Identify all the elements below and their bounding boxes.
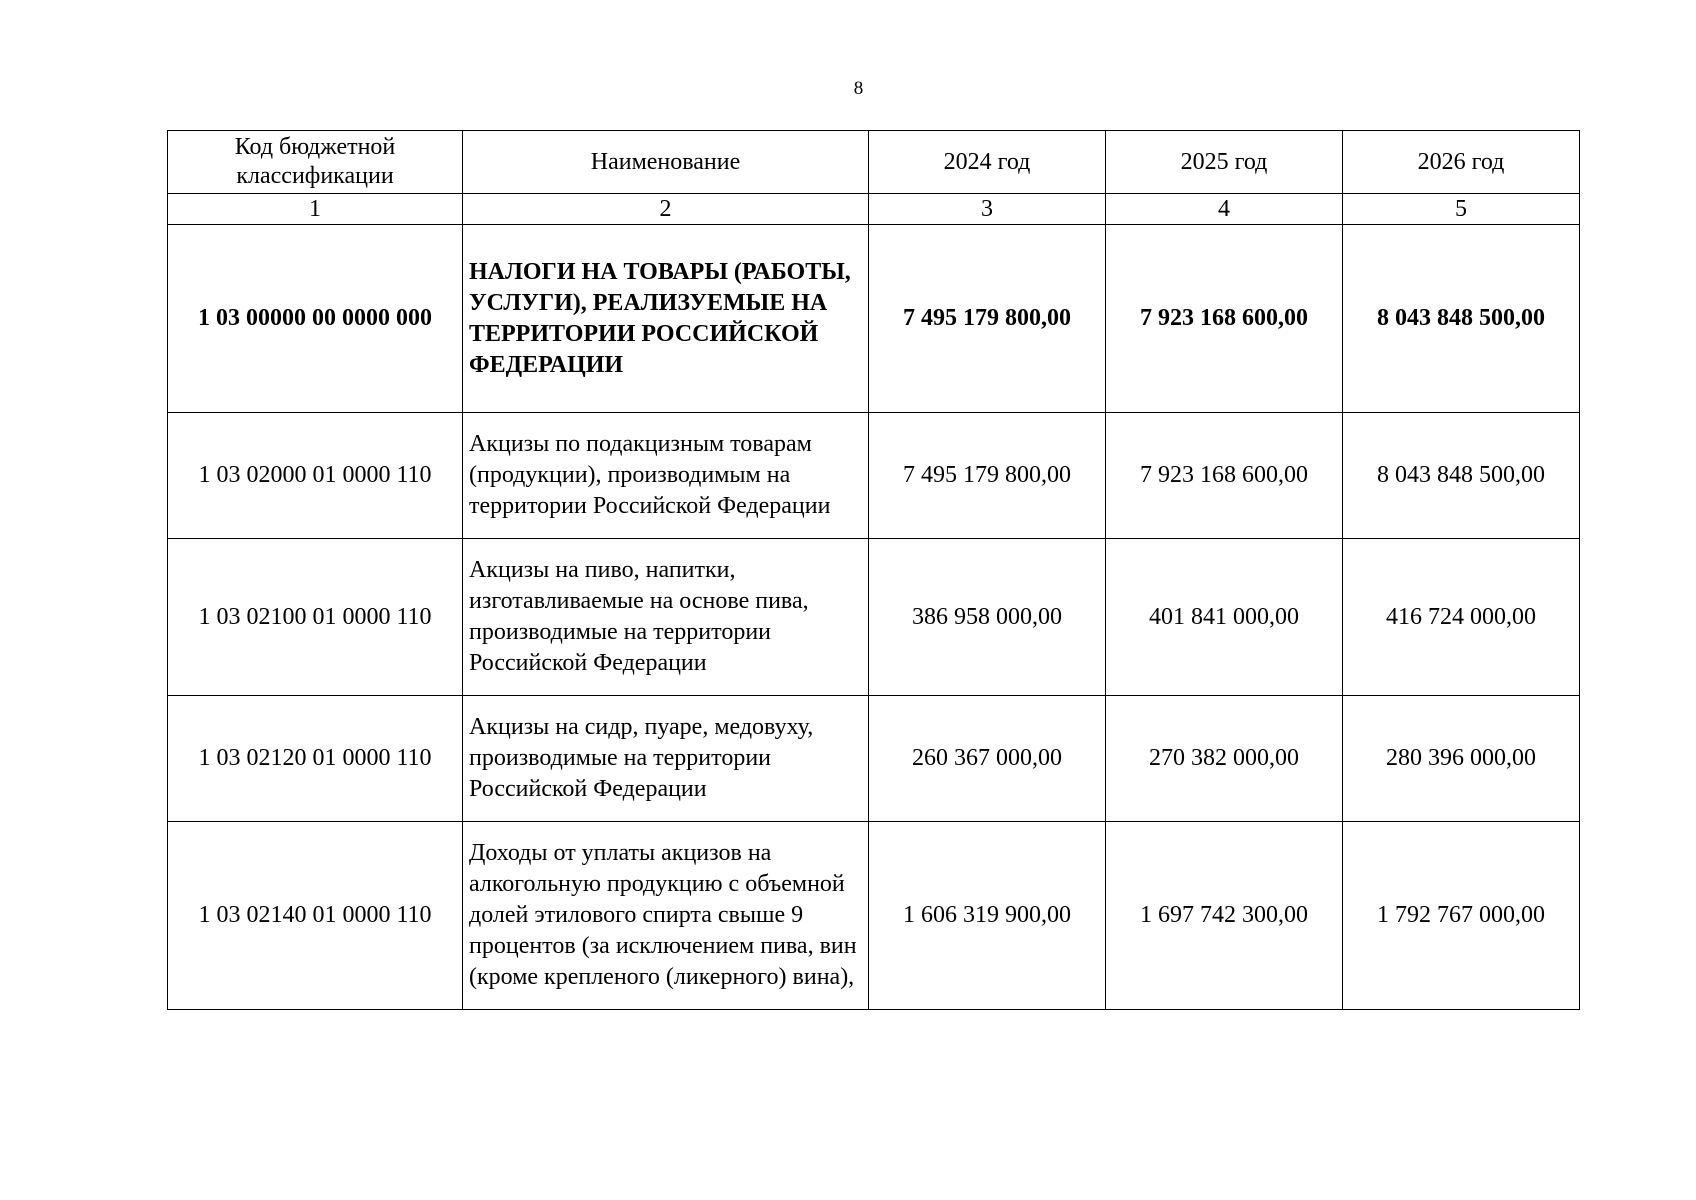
- budget-code-cell: 1 03 02120 01 0000 110: [168, 696, 463, 822]
- table-row: [168, 413, 1580, 539]
- column-number-row: [168, 194, 1580, 225]
- budget-code-cell: 1 03 02000 01 0000 110: [168, 413, 463, 539]
- amount-2024-cell: 1 606 319 900,00: [869, 822, 1106, 1010]
- table-header-row: [168, 131, 1580, 194]
- column-number: 4: [1106, 194, 1343, 225]
- budget-code-cell: 1 03 02100 01 0000 110: [168, 539, 463, 696]
- header-2024: 2024 год: [869, 131, 1106, 194]
- column-number: 3: [869, 194, 1106, 225]
- amount-2026-cell: 1 792 767 000,00: [1343, 822, 1580, 1010]
- header-2026: 2026 год: [1343, 131, 1580, 194]
- column-number: 1: [168, 194, 463, 225]
- name-cell: Акцизы по подакцизным товарам (продукции), производимым на территории Российской Федерации: [463, 413, 869, 539]
- name-cell: НАЛОГИ НА ТОВАРЫ (РАБОТЫ, УСЛУГИ), РЕАЛИЗУЕМЫЕ НА ТЕРРИТОРИИ РОССИЙСКОЙ ФЕДЕРАЦИИ: [463, 225, 869, 413]
- amount-2025-cell: 7 923 168 600,00: [1106, 225, 1343, 413]
- amount-2024-cell: 7 495 179 800,00: [869, 225, 1106, 413]
- amount-2024-cell: 386 958 000,00: [869, 539, 1106, 696]
- header-name: Наименование: [463, 131, 869, 194]
- table-row: [168, 225, 1580, 413]
- amount-2024-cell: 7 495 179 800,00: [869, 413, 1106, 539]
- budget-code-cell: 1 03 02140 01 0000 110: [168, 822, 463, 1010]
- budget-code-cell: 1 03 00000 00 0000 000: [168, 225, 463, 413]
- amount-2026-cell: 8 043 848 500,00: [1343, 413, 1580, 539]
- column-number: 5: [1343, 194, 1580, 225]
- amount-2024-cell: 260 367 000,00: [869, 696, 1106, 822]
- amount-2026-cell: 8 043 848 500,00: [1343, 225, 1580, 413]
- name-cell: Доходы от уплаты акцизов на алкогольную продукцию с объемной долей этилового спирта свыше 9 процентов (за исключением пива, вин (кроме крепленого (ликерного) вина),: [463, 822, 869, 1010]
- name-cell: Акцизы на сидр, пуаре, медовуху, производимые на территории Российской Федерации: [463, 696, 869, 822]
- amount-2025-cell: 401 841 000,00: [1106, 539, 1343, 696]
- amount-2026-cell: 416 724 000,00: [1343, 539, 1580, 696]
- name-cell: Акцизы на пиво, напитки, изготавливаемые на основе пива, производимые на территории Российской Федерации: [463, 539, 869, 696]
- page-number: 8: [853, 78, 864, 99]
- table-row: [168, 539, 1580, 696]
- amount-2025-cell: 270 382 000,00: [1106, 696, 1343, 822]
- header-2025: 2025 год: [1106, 131, 1343, 194]
- table-row: [168, 822, 1580, 1010]
- table-row: [168, 696, 1580, 822]
- header-code: Код бюджетной классификации: [168, 131, 463, 194]
- budget-revenue-table: [167, 130, 1580, 1010]
- amount-2025-cell: 1 697 742 300,00: [1106, 822, 1343, 1010]
- column-number: 2: [463, 194, 869, 225]
- amount-2025-cell: 7 923 168 600,00: [1106, 413, 1343, 539]
- amount-2026-cell: 280 396 000,00: [1343, 696, 1580, 822]
